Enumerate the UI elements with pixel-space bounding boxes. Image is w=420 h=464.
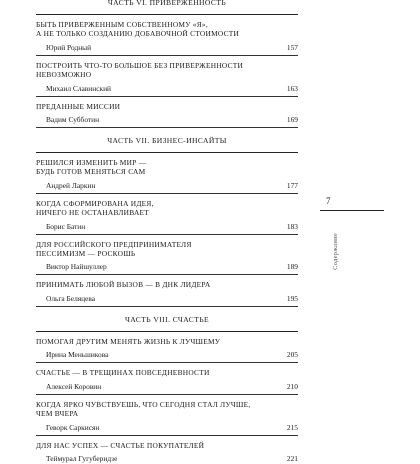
toc-entry[interactable] xyxy=(36,235,298,276)
entry-author-row xyxy=(36,350,298,360)
entry-page-number: 177 xyxy=(286,180,298,190)
entry-title-line: РЕШИЛСЯ ИЗМЕНИТЬ МИР — xyxy=(36,158,147,168)
entry-title xyxy=(36,102,298,111)
page-number: 7 xyxy=(326,196,331,206)
entry-author: Юрий Родный xyxy=(46,42,92,52)
entry-author-row xyxy=(36,181,298,191)
entry-title-line: ДЛЯ РОССИЙСКОГО ПРЕДПРИНИМАТЕЛЯ xyxy=(36,239,192,249)
entry-title xyxy=(36,20,298,39)
entry-author-row xyxy=(36,43,298,53)
entry-title-line: ПЕССИМИЗМ — РОСКОШЬ xyxy=(36,249,136,259)
entry-author: Михаил Славинский xyxy=(46,83,111,93)
entry-author-row xyxy=(36,222,298,232)
part-heading: ЧАСТЬ VIII. СЧАСТЬЕ xyxy=(124,314,210,324)
entry-title xyxy=(36,368,298,377)
toc-entry[interactable] xyxy=(36,395,298,436)
entry-title xyxy=(36,61,298,80)
side-rule xyxy=(320,210,384,211)
entry-title xyxy=(36,337,298,346)
part-block xyxy=(36,136,298,307)
entry-title-line: ПРЕДАННЫЕ МИССИИ xyxy=(36,101,121,111)
entry-title-line: СЧАСТЬЕ — В ТРЕЩИНАХ ПОВСЕДНЕВНОСТИ xyxy=(36,368,210,378)
entry-author-row xyxy=(36,423,298,433)
entry-author-row xyxy=(36,115,298,125)
entry-author: Ольга Беляцева xyxy=(46,293,96,303)
entry-title-line: НИЧЕГО НЕ ОСТАНАВЛИВАЕТ xyxy=(36,208,150,218)
entry-title-line: А НЕ ТОЛЬКО СОЗДАНИЮ ДОБАВОЧНОЙ СТОИМОСТИ xyxy=(36,29,240,39)
entry-title-line: ПРИНИМАТЬ ЛЮБОЙ ВЫЗОВ — В ДНК ЛИДЕРА xyxy=(36,280,211,290)
entry-title xyxy=(36,158,298,177)
entry-page-number: 215 xyxy=(286,422,298,432)
toc-entry[interactable] xyxy=(36,153,298,194)
entry-title-line: НЕВОЗМОЖНО xyxy=(36,70,92,80)
entry-rule xyxy=(36,306,298,307)
part-heading: ЧАСТЬ VII. БИЗНЕС-ИНСАЙТЫ xyxy=(107,136,227,146)
entry-page-number: 157 xyxy=(286,42,298,52)
entry-author: Андрей Ларкин xyxy=(46,180,96,190)
entry-title-line: ДЛЯ НАС УСПЕХ — СЧАСТЬЕ ПОКУПАТЕЛЕЙ xyxy=(36,440,205,450)
entry-title xyxy=(36,441,298,450)
entry-author: Алексей Коровин xyxy=(46,381,102,391)
toc-entry[interactable] xyxy=(36,363,298,394)
entry-title-line: ЧЕМ ВЧЕРА xyxy=(36,409,79,419)
entry-page-number: 169 xyxy=(286,115,298,125)
section-label-vertical: Содержание xyxy=(332,232,339,270)
entry-title-line: ПОМОГАЯ ДРУГИМ МЕНЯТЬ ЖИЗНЬ К ЛУЧШЕМУ xyxy=(36,336,221,346)
entry-author: Геворк Саркисян xyxy=(46,422,100,432)
entry-page-number: 195 xyxy=(286,293,298,303)
toc-entry[interactable] xyxy=(36,194,298,235)
entry-author-row xyxy=(36,262,298,272)
part-block xyxy=(36,0,298,128)
entry-page-number: 210 xyxy=(286,381,298,391)
entry-author: Виктор Найшуллер xyxy=(46,262,107,272)
toc-entry[interactable] xyxy=(36,275,298,306)
toc-entry[interactable] xyxy=(36,56,298,97)
entry-title xyxy=(36,240,298,259)
entry-title-line: ПОСТРОИТЬ ЧТО-ТО БОЛЬШОЕ БЕЗ ПРИВЕРЖЕННОСТИ xyxy=(36,60,244,70)
entry-title-line: КОГДА СФОРМИРОВАНА ИДЕЯ, xyxy=(36,198,154,208)
entry-author-row xyxy=(36,84,298,94)
toc-entry[interactable] xyxy=(36,436,298,464)
entry-author: Вадим Субботин xyxy=(46,115,100,125)
entry-page-number: 189 xyxy=(286,262,298,272)
entry-title-line: БЫТЬ ПРИВЕРЖЕННЫМ СОБСТВЕННОМУ «Я», xyxy=(36,20,208,29)
entry-author-row xyxy=(36,382,298,392)
entry-page-number: 183 xyxy=(286,221,298,231)
entry-title-line: БУДЬ ГОТОВ МЕНЯТЬСЯ САМ xyxy=(36,167,146,177)
entry-author: Борис Батин xyxy=(46,221,86,231)
entry-author-row xyxy=(36,294,298,304)
entry-author-row xyxy=(36,454,298,464)
entry-page-number: 163 xyxy=(286,83,298,93)
entry-author: Ирина Меньшикова xyxy=(46,350,109,360)
entry-title-line: КОГДА ЯРКО ЧУВСТВУЕШЬ, ЧТО СЕГОДНЯ СТАЛ ЛУЧШЕ, xyxy=(36,399,251,409)
toc-entry[interactable] xyxy=(36,15,298,56)
toc-entry[interactable] xyxy=(36,97,298,128)
part-heading: ЧАСТЬ VI. ПРИВЕРЖЕННОСТЬ xyxy=(107,0,227,7)
entry-rule xyxy=(36,127,298,128)
toc-entry[interactable] xyxy=(36,332,298,363)
table-of-contents xyxy=(36,0,298,464)
entry-title xyxy=(36,400,298,419)
entry-author: Теймурал Гугуберидзе xyxy=(46,453,118,463)
entry-page-number: 205 xyxy=(286,350,298,360)
entry-page-number: 221 xyxy=(286,453,298,463)
side-page-marker xyxy=(320,196,384,211)
entry-title xyxy=(36,199,298,218)
part-block xyxy=(36,315,298,464)
entry-title xyxy=(36,280,298,289)
